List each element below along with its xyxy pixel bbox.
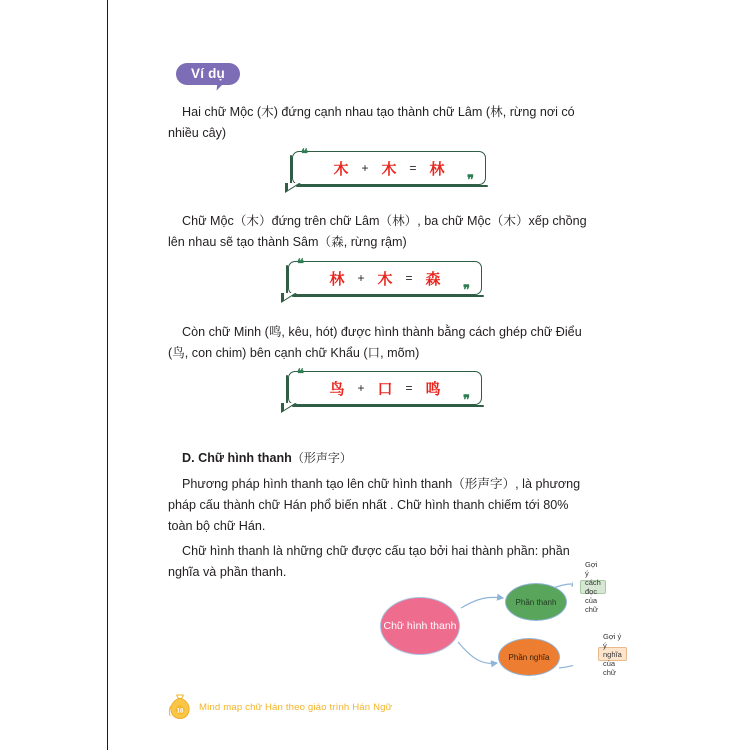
equation-box-2-bottom-shadow <box>292 295 484 297</box>
mindmap-label-phan-thanh: Gợi ý cách đọc của chữ <box>580 580 606 594</box>
equation-1-left: 木 <box>333 159 349 178</box>
quote-close-icon: ❞ <box>463 393 470 408</box>
arrow-nghia-to-label <box>559 656 573 668</box>
paragraph-2: Chữ Mộc（木）đứng trên chữ Lâm（林）, ba chữ Mộc（木）xếp chồng lên nhau sẽ tạo thành Sâm（森, rừng rậm) <box>168 214 587 249</box>
equation-3-content <box>288 371 482 408</box>
vi-du-bubble <box>176 63 240 85</box>
section-heading-label: D. Chữ hình thanh <box>182 451 292 465</box>
equation-2-equals: = <box>405 271 413 285</box>
footer-page-number: 18 <box>176 708 184 715</box>
equation-box-1 <box>286 147 486 189</box>
equation-1-result: 林 <box>429 159 445 178</box>
mindmap-node-center: Chữ hình thanh <box>380 597 460 655</box>
equation-2-plus: + <box>357 271 365 285</box>
vi-du-bubble-tail <box>217 82 225 92</box>
quote-close-icon: ❞ <box>463 283 470 298</box>
quote-open-icon: ❝ <box>297 367 304 382</box>
page-content <box>168 0 622 750</box>
quote-open-icon: ❝ <box>297 257 304 272</box>
equation-2-content <box>288 261 482 298</box>
section-heading-han: （形声字） <box>291 451 352 465</box>
equation-3-left: 鸟 <box>329 379 345 398</box>
equation-3-equals: = <box>405 381 413 395</box>
equation-3-plus: + <box>357 381 365 395</box>
money-bag-icon <box>168 694 192 720</box>
page-binding-line <box>107 0 108 750</box>
equation-1-plus: + <box>361 161 369 175</box>
section-heading <box>168 449 352 466</box>
arrow-center-to-nghia <box>458 642 497 663</box>
equation-2-left: 林 <box>329 269 345 288</box>
page-footer <box>168 694 392 720</box>
equation-1-content <box>292 151 486 188</box>
paragraph-1: Hai chữ Mộc (木) đứng cạnh nhau tạo thành chữ Lâm (林, rừng nơi có nhiều cây) <box>168 105 575 140</box>
equation-box-2 <box>282 257 482 299</box>
paragraph-3: Còn chữ Minh (鸣, kêu, hót) được hình thành bằng cách ghép chữ Điểu (鸟, con chim) bên cạnh chữ Khẩu (口, mõm) <box>168 325 582 360</box>
equation-1-middle: 木 <box>381 159 397 178</box>
equation-2-result: 森 <box>425 269 441 288</box>
equation-box-3-bottom-shadow <box>292 405 484 407</box>
mindmap-node-phan-nghia: Phần nghĩa <box>498 638 560 676</box>
vi-du-label: Ví dụ <box>191 66 225 82</box>
quote-close-icon: ❞ <box>467 173 474 188</box>
footer-text: Mind map chữ Hán theo giáo trình Hán Ngữ <box>199 701 393 713</box>
equation-box-3 <box>282 367 482 409</box>
mindmap-node-phan-thanh: Phần thanh <box>505 583 567 621</box>
money-bag-icon-svg <box>168 694 192 720</box>
mindmap-label-phan-nghia: Gợi ý ý nghĩa của chữ <box>598 647 627 661</box>
equation-2-middle: 木 <box>377 269 393 288</box>
arrow-center-to-thanh <box>461 597 503 608</box>
equation-3-middle: 口 <box>377 379 393 398</box>
equation-box-1-bottom-shadow <box>296 185 488 187</box>
equation-1-equals: = <box>409 161 417 175</box>
section-body-2: Chữ hình thanh là những chữ được cấu tạo bởi hai thành phần: phần nghĩa và phần thanh. <box>168 544 570 579</box>
quote-open-icon: ❝ <box>301 147 308 162</box>
equation-3-result: 鸣 <box>425 379 441 398</box>
vi-du-badge <box>176 63 246 93</box>
section-body-1: Phương pháp hình thanh tạo lên chữ hình thanh（形声字）, là phương pháp cấu thành chữ Hán phổ biến nhất . Chữ hình thanh chiếm tới 80% toàn bộ chữ Hán. <box>168 477 581 533</box>
